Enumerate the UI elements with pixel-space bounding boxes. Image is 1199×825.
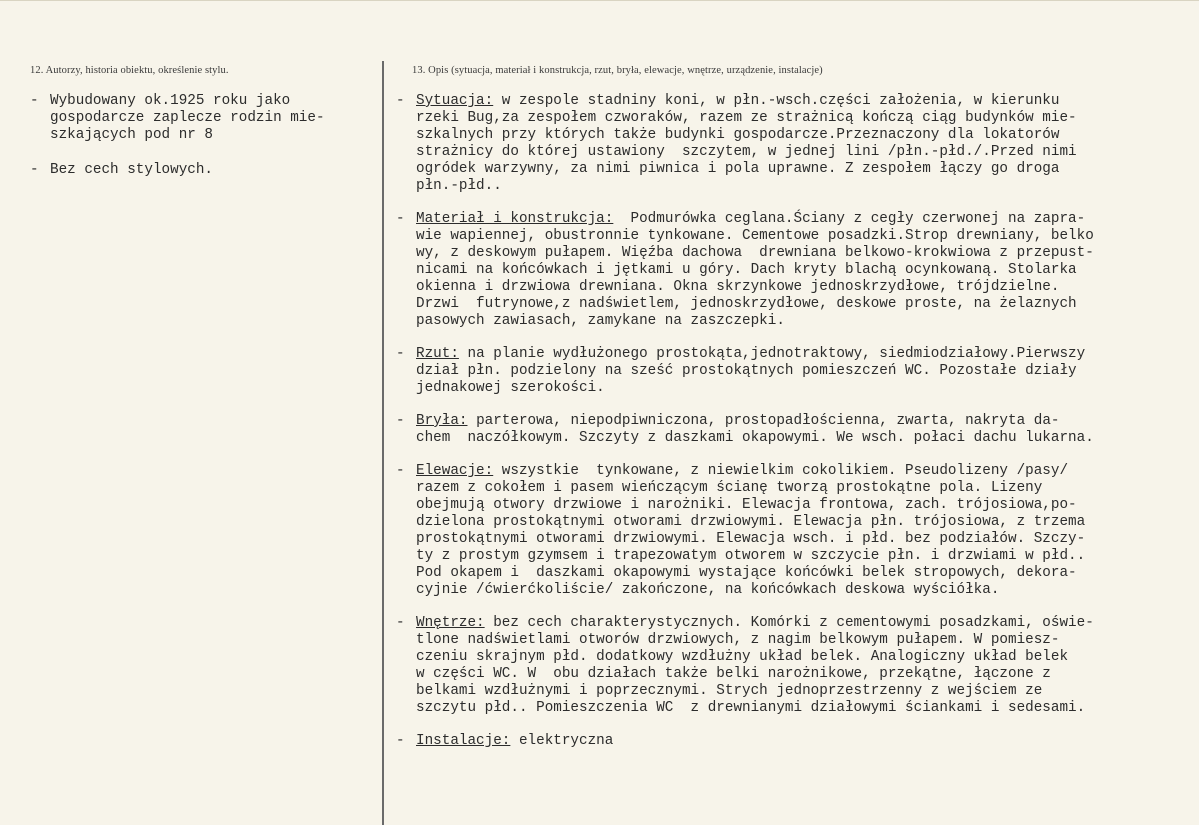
description-section xyxy=(396,346,1196,397)
left-column xyxy=(30,93,375,197)
text-line: okienna i drzwiowa drewniana. Okna skrzynkowe jednoskrzydłowe, trójdzielne. xyxy=(416,279,1060,295)
text-line: dzielona prostokątnymi otworami drzwiowymi. Elewacja płn. trójosiowa, z trzema xyxy=(416,514,1086,530)
section-heading: Sytuacja: xyxy=(416,93,494,109)
text-line: ty z prostym gzymsem i trapezowatym otworem w szczycie płn. i drzwiami w płd.. xyxy=(416,548,1086,564)
bullet-dash: - xyxy=(30,162,39,178)
text-line: chem naczółkowym. Szczyty z daszkami okapowymi. We wsch. połaci dachu lukarna. xyxy=(416,430,1094,446)
text-line: pasowych zawiasach, zamykane na zaszczepki. xyxy=(416,313,785,329)
section-heading: Wnętrze: xyxy=(416,615,485,631)
bullet-dash: - xyxy=(396,733,405,749)
right-column xyxy=(396,93,1196,766)
text-line: szczytu płd.. Pomieszczenia WC z drewnianymi działowymi ściankami i sedesami. xyxy=(416,700,1086,716)
description-section xyxy=(396,733,1196,750)
section-first-line xyxy=(416,615,1196,632)
bullet-dash: - xyxy=(396,463,405,479)
section-text: w zespole stadniny koni, w płn.-wsch.części założenia, w kierunku xyxy=(493,93,1060,109)
bullet-dash: - xyxy=(396,211,405,227)
section-heading: Materiał i konstrukcja: xyxy=(416,211,614,227)
text-line: tlone nadświetlami otworów drzwiowych, z nagim belkowym pułapem. W pomiesz- xyxy=(416,632,1060,648)
section-text: Podmurówka ceglana.Ściany z cegły czerwonej na zapra- xyxy=(613,211,1086,227)
section-first-line xyxy=(416,211,1196,228)
section-first-line xyxy=(416,463,1196,480)
text-line: obejmują otwory drzwiowe i narożniki. Elewacja frontowa, zach. trójosiowa,po- xyxy=(416,497,1077,513)
text-line: dział płn. podzielony na sześć prostokątnych pomieszczeń WC. Pozostałe działy xyxy=(416,363,1077,379)
description-section xyxy=(396,463,1196,599)
text-line: Drzwi futrynowe,z nadświetlem, jednoskrzydłowe, deskowe proste, na żelaznych xyxy=(416,296,1077,312)
column-divider xyxy=(382,61,384,825)
text-line: gospodarcze zaplecze rodzin mie- xyxy=(50,110,325,126)
section-heading: Rzut: xyxy=(416,346,459,362)
left-item xyxy=(30,93,375,144)
description-section xyxy=(396,211,1196,330)
text-line: jednakowej szerokości. xyxy=(416,380,605,396)
description-section xyxy=(396,93,1196,195)
section-heading: Elewacje: xyxy=(416,463,494,479)
bullet-dash: - xyxy=(396,615,405,631)
text-line: prostokątnymi otworami drzwiowymi. Elewacja wsch. i płd. bez podziałów. Szczy- xyxy=(416,531,1086,547)
text-line: strażnicy do której ustawiony szczytem, w jednej lini /płn.-płd./.Przed nimi xyxy=(416,144,1077,160)
description-section xyxy=(396,615,1196,717)
section-text: bez cech charakterystycznych. Komórki z cementowymi posadzkami, oświe- xyxy=(484,615,1094,631)
section-first-line xyxy=(416,346,1196,363)
text-line: w części WC. W obu działach także belki narożnikowe, przekątne, łączone z xyxy=(416,666,1051,682)
section-first-line xyxy=(416,413,1196,430)
text-line: razem z cokołem i pasem wieńczącym ścianę tworzą prostokątne pola. Lizeny xyxy=(416,480,1043,496)
text-line: szkających pod nr 8 xyxy=(50,127,214,143)
column-header-description: 13. Opis (sytuacja, materiał i konstrukcja, rzut, bryła, elewacje, wnętrze, urządzenie, instalacje) xyxy=(412,65,823,76)
text-line: belkami wzdłużnymi i poprzecznymi. Strych jednoprzestrzenny z wejściem ze xyxy=(416,683,1043,699)
bullet-dash: - xyxy=(396,413,405,429)
text-line: rzeki Bug,za zespołem czworaków, razem ze strażnicą kończą ciąg budynków mie- xyxy=(416,110,1077,126)
bullet-dash: - xyxy=(396,346,405,362)
text-line: cyjnie /ćwierćkoliście/ zakończone, na końcówkach deskowa wyściółka. xyxy=(416,582,1000,598)
text-line: nicami na końcówkach i jętkami u góry. Dach kryty blachą ocynkowaną. Stolarka xyxy=(416,262,1077,278)
section-heading: Bryła: xyxy=(416,413,468,429)
left-item xyxy=(30,162,375,179)
text-line: Bez cech stylowych. xyxy=(50,162,214,178)
text-line: wie wapiennej, obustronnie tynkowane. Cementowe posadzki.Strop drewniany, belko xyxy=(416,228,1094,244)
text-line: płn.-płd.. xyxy=(416,178,502,194)
section-first-line xyxy=(416,733,1196,750)
text-line: szkalnych przy których także budynki gospodarcze.Przeznaczony dla lokatorów xyxy=(416,127,1060,143)
text-line: czeniu skrajnym płd. dodatkowy wzdłużny układ belek. Analogiczny układ belek xyxy=(416,649,1069,665)
text-line: Wybudowany ok.1925 roku jako xyxy=(50,93,291,109)
description-section xyxy=(396,413,1196,447)
text-line: Pod okapem i daszkami okapowymi wystające końcówki belek stropowych, dekora- xyxy=(416,565,1077,581)
bullet-dash: - xyxy=(30,93,39,109)
section-first-line xyxy=(416,93,1196,110)
section-text: elektryczna xyxy=(510,733,614,749)
bullet-dash: - xyxy=(396,93,405,109)
section-text: parterowa, niepodpiwniczona, prostopadłościenna, zwarta, nakryta da- xyxy=(467,413,1060,429)
column-header-authors: 12. Autorzy, historia obiektu, określenie stylu. xyxy=(30,65,229,76)
section-text: na planie wydłużonego prostokąta,jednotraktowy, siedmiodziałowy.Pierwszy xyxy=(458,346,1086,362)
section-text: wszystkie tynkowane, z niewielkim cokolikiem. Pseudolizeny /pasy/ xyxy=(493,463,1069,479)
text-line: ogródek warzywny, za nimi piwnica i pola uprawne. Z zespołem łączy go droga xyxy=(416,161,1060,177)
section-heading: Instalacje: xyxy=(416,733,511,749)
text-line: wy, z deskowym pułapem. Więźba dachowa drewniana belkowo-krokwiowa z przepust- xyxy=(416,245,1094,261)
